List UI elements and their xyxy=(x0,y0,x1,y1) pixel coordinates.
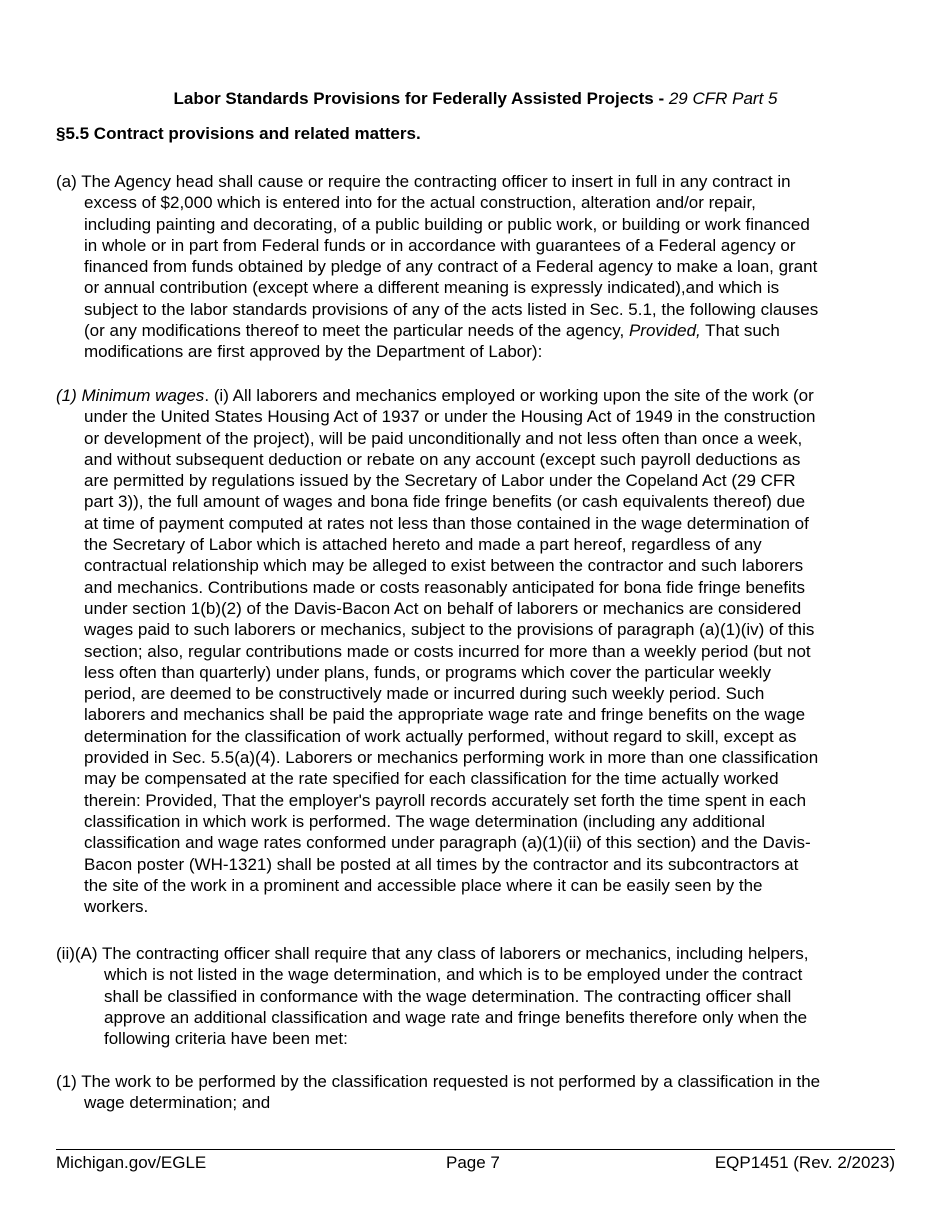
text-line: excess of $2,000 which is entered into for the actual construction, alteration and/or repair, xyxy=(84,193,756,213)
text-line: therein: Provided, That the employer's payroll records accurately set forth the time spent in each xyxy=(84,790,807,810)
text-line: period, are deemed to be constructively made or incurred during such weekly period. Such xyxy=(84,684,765,704)
text-line: part 3)), the full amount of wages and bona fide fringe benefits (or cash equivalents thereof) due xyxy=(84,492,806,512)
paragraph-criteria-1 xyxy=(56,1071,902,1114)
section-heading: §5.5 Contract provisions and related matters. xyxy=(56,124,421,143)
text-line: including painting and decorating, of a public building or public work, or building or work financed xyxy=(84,214,810,234)
text-segment: (or any modifications thereof to meet the particular needs of the agency, xyxy=(84,321,629,341)
text-line: Bacon poster (WH-1321) shall be posted at all times by the contractor and its subcontractors at xyxy=(84,854,799,874)
text-line: workers. xyxy=(84,897,149,917)
paragraph-a xyxy=(56,171,902,363)
text-line: classification in which work is performed. The wage determination (including any additional xyxy=(84,811,765,831)
text-line: laborers and mechanics shall be paid the appropriate wage rate and fringe benefits on the wage xyxy=(84,705,806,725)
footer-page-number: Page 7 xyxy=(446,1153,500,1172)
text-line: or annual contribution (except where a different meaning is expressly indicated),and which is xyxy=(84,278,780,298)
text-line: less often than quarterly) under plans, funds, or programs which cover the particular weekly xyxy=(84,662,771,682)
footer-divider xyxy=(56,1149,895,1150)
text-line: shall be classified in conformance with the wage determination. The contracting officer shall xyxy=(104,986,792,1006)
text-line: (a) The Agency head shall cause or require the contracting officer to insert in full in any contract in xyxy=(56,172,791,191)
minimum-wages-label: (1) Minimum wages xyxy=(56,386,205,405)
paragraph-minimum-wages xyxy=(56,385,902,917)
text-line: the site of the work in a prominent and accessible place where it can be easily seen by the xyxy=(84,875,763,895)
text-line: contractual relationship which may be alleged to exist between the contractor and such laborers xyxy=(84,556,804,576)
text-line: classification and wage rates conformed under paragraph (a)(1)(ii) of this section) and the Davis- xyxy=(84,833,811,853)
text-line xyxy=(56,320,902,341)
text-line: at time of payment computed at rates not less than those contained in the wage determination of xyxy=(84,513,809,533)
document-title xyxy=(56,88,895,110)
text-line: subject to the labor standards provisions of any of the acts listed in Sec. 5.1, the following clauses xyxy=(84,299,819,319)
text-segment: . (i) All laborers and mechanics employed or working upon the site of the work (or xyxy=(204,386,814,405)
text-line: (ii)(A) The contracting officer shall require that any class of laborers or mechanics, including helpers, xyxy=(56,944,809,963)
text-line: in whole or in part from Federal funds or in accordance with guarantees of a Federal agency or xyxy=(84,235,796,255)
text-line xyxy=(56,385,902,406)
text-line: (1) The work to be performed by the classification requested is not performed by a classification in the xyxy=(56,1072,821,1091)
text-line: modifications are first approved by the Department of Labor): xyxy=(84,342,543,362)
text-line: which is not listed in the wage determination, and which is to be employed under the contract xyxy=(104,965,803,985)
text-line: provided in Sec. 5.5(a)(4). Laborers or mechanics performing work in more than one classification xyxy=(84,748,819,768)
text-line: section; also, regular contributions made or costs incurred for more than a weekly period (but not xyxy=(84,641,811,661)
text-line: are permitted by regulations issued by the Secretary of Labor under the Copeland Act (29 CFR xyxy=(84,471,796,491)
text-line: wages paid to such laborers or mechanics, subject to the provisions of paragraph (a)(1)(iv) of this xyxy=(84,620,815,640)
provided-italic: Provided, xyxy=(628,321,701,341)
paragraph-ii-a xyxy=(56,943,902,1049)
text-segment: That such xyxy=(700,321,780,341)
document-title-citation: 29 CFR Part 5 xyxy=(668,89,778,108)
text-line: wage determination; and xyxy=(84,1093,271,1113)
text-line: under the United States Housing Act of 1937 or under the Housing Act of 1949 in the construction xyxy=(84,407,816,427)
text-line: and without subsequent deduction or rebate on any account (except such payroll deductions as xyxy=(84,449,801,469)
document-title-main: Labor Standards Provisions for Federally Assisted Projects - xyxy=(173,89,669,108)
text-line: following criteria have been met: xyxy=(104,1029,348,1049)
text-line: determination for the classification of work actually performed, without regard to skill, except as xyxy=(84,726,797,746)
text-line: approve an additional classification and wage rate and fringe benefits therefore only when the xyxy=(104,1007,808,1027)
text-line: financed from funds obtained by pledge of any contract of a Federal agency to make a loan, grant xyxy=(84,257,818,277)
text-line: and mechanics. Contributions made or costs reasonably anticipated for bona fide fringe benefits xyxy=(84,577,806,597)
text-line: the Secretary of Labor which is attached hereto and made a part hereof, regardless of any xyxy=(84,535,762,555)
footer-website: Michigan.gov/EGLE xyxy=(56,1153,207,1172)
text-line: may be compensated at the rate specified for each classification for the time actually worked xyxy=(84,769,779,789)
footer-form-number: EQP1451 (Rev. 2/2023) xyxy=(714,1153,895,1172)
text-line: under section 1(b)(2) of the Davis-Bacon Act on behalf of laborers or mechanics are considered xyxy=(84,598,802,618)
text-line: or development of the project), will be paid unconditionally and not less often than once a week, xyxy=(84,428,803,448)
